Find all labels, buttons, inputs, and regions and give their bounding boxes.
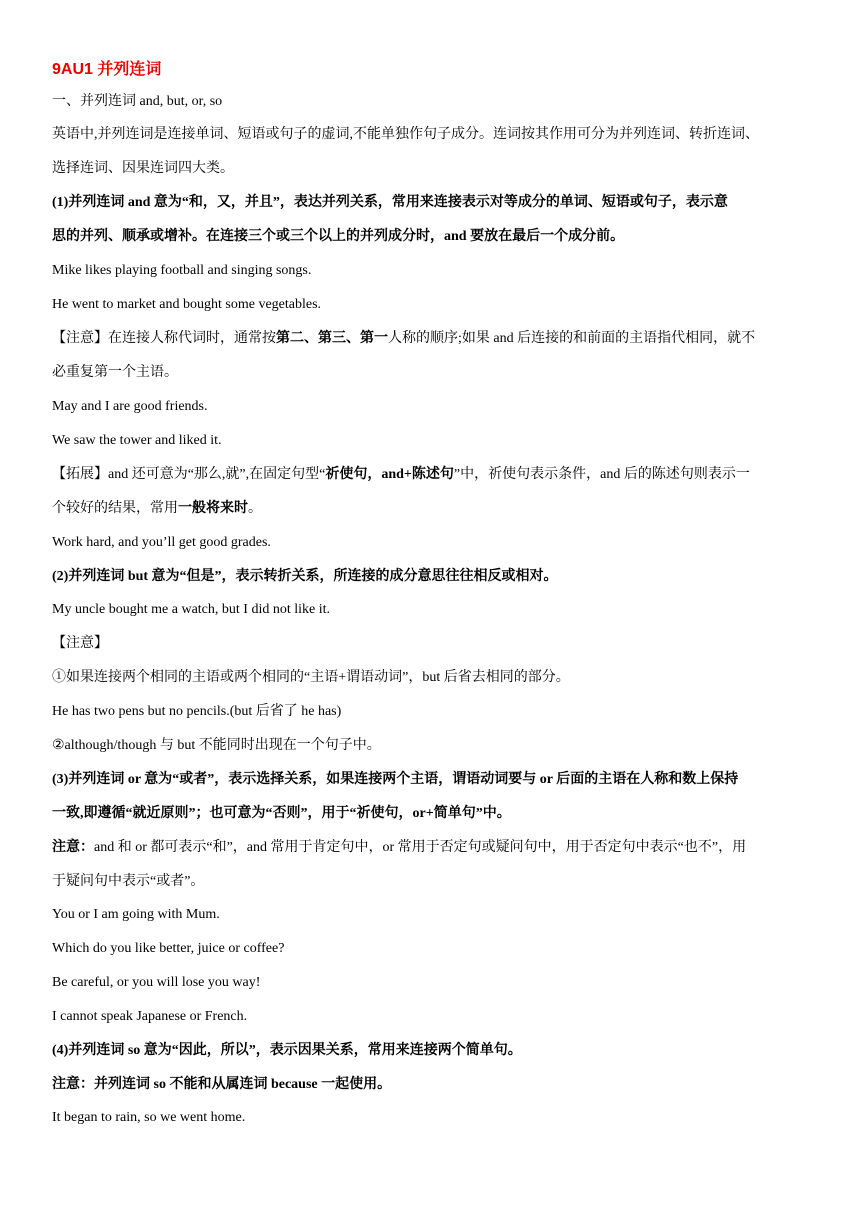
text-span: 个较好的结果，常用 [52,501,178,516]
text-line [52,261,814,283]
text-line [52,363,814,385]
text-span: He went to market and bought some vegetables. [52,297,322,312]
text-line [52,1108,814,1130]
text-line [52,159,814,181]
text-line [52,600,814,622]
text-line [52,1007,814,1029]
text-line [52,838,814,860]
text-line [52,329,814,351]
text-line [52,125,814,147]
bold-text: 第二、第三、第一 [276,331,388,346]
bold-text: 祈使句，and+陈述句 [325,467,454,482]
text-span: 【注意】 [52,636,108,651]
text-span: Which do you like better, juice or coffee? [52,941,285,956]
text-span: Work hard, and you’ll get good grades. [52,535,271,550]
text-line [52,736,814,758]
text-span: ①如果连接两个相同的主语或两个相同的“主语+谓语动词”，but 后省去相同的部分。 [52,670,570,685]
text-span: ②although/though 与 but 不能同时出现在一个句子中。 [52,738,381,753]
text-span: 选择连词、因果连词四大类。 [52,161,234,176]
bold-text: 思的并列、顺承或增补。在连接三个或三个以上的并列成分时，and 要放在最后一个成分前。 [52,229,625,244]
text-span: 一、并列连词 and, but, or, so [52,94,223,109]
bold-text: (3)并列连词 or 意为“或者”，表示选择关系，如果连接两个主语，谓语动词要与 or 后面的主语在人称和数上保持 [52,772,739,787]
text-span: 于疑问句中表示“或者”。 [52,874,205,889]
text-line [52,668,814,690]
text-span: He has two pens but no pencils.(but 后省了 he has) [52,704,342,719]
text-line [52,431,814,453]
text-span: It began to rain, so we went home. [52,1110,246,1125]
text-line [52,872,814,894]
text-span: 必重复第一个主语。 [52,365,178,380]
text-span: I cannot speak Japanese or French. [52,1009,248,1024]
text-line [52,634,814,656]
text-line [52,1041,814,1063]
text-span: 。 [248,501,262,516]
text-line [52,533,814,555]
text-line [52,1075,814,1097]
text-span: ”中，祈使句表示条件，and 后的陈述句则表示一 [453,467,750,482]
page-title: 9AU1 并列连词 [52,61,162,78]
text-line [52,465,814,487]
text-span: Be careful, or you will lose you way! [52,975,261,990]
text-line [52,92,814,114]
text-span: and 和 or 都可表示“和”，and 常用于肯定句中，or 常用于否定句或疑问句中，用于否定句中表示“也不”，用 [94,840,747,855]
text-line [52,499,814,521]
text-line [52,227,814,249]
bold-text: (1)并列连词 and 意为“和，又，并且”，表达并列关系，常用来连接表示对等成分的单词、短语或句子，表示意 [52,195,728,210]
text-span: We saw the tower and liked it. [52,433,222,448]
text-line [52,973,814,995]
bold-text: (2)并列连词 but 意为“但是”，表示转折关系，所连接的成分意思往往相反或相对。 [52,569,558,584]
text-line [52,397,814,419]
bold-text: 一致,即遵循“就近原则”；也可意为“否则”，用于“祈使句，or+简单句”中。 [52,806,511,821]
text-span: 【注意】在连接人称代词时，通常按 [52,331,276,346]
text-line [52,295,814,317]
text-line [52,939,814,961]
text-span: 【拓展】and 还可意为“那么,就”,在固定句型“ [52,467,326,482]
text-span: May and I are good friends. [52,399,208,414]
text-line [52,905,814,927]
text-span: My uncle bought me a watch, but I did not like it. [52,602,331,617]
text-span: 人称的顺序;如果 and 后连接的和前面的主语指代相同，就不 [388,331,756,346]
text-line [52,702,814,724]
text-line [52,804,814,826]
bold-text: 一般将来时 [178,501,248,516]
text-line [52,193,814,215]
text-line [52,770,814,792]
text-span: 英语中,并列连词是连接单词、短语或句子的虚词,不能单独作句子成分。连词按其作用可分为并列连词、转折连词、 [52,127,759,142]
bold-text: 注意： [52,840,94,855]
bold-text: 注意：并列连词 so 不能和从属连词 because 一起使用。 [52,1077,392,1092]
text-span: Mike likes playing football and singing songs. [52,263,312,278]
bold-text: (4)并列连词 so 意为“因此，所以”，表示因果关系，常用来连接两个简单句。 [52,1043,522,1058]
text-line [52,567,814,589]
text-span: You or I am going with Mum. [52,907,220,922]
